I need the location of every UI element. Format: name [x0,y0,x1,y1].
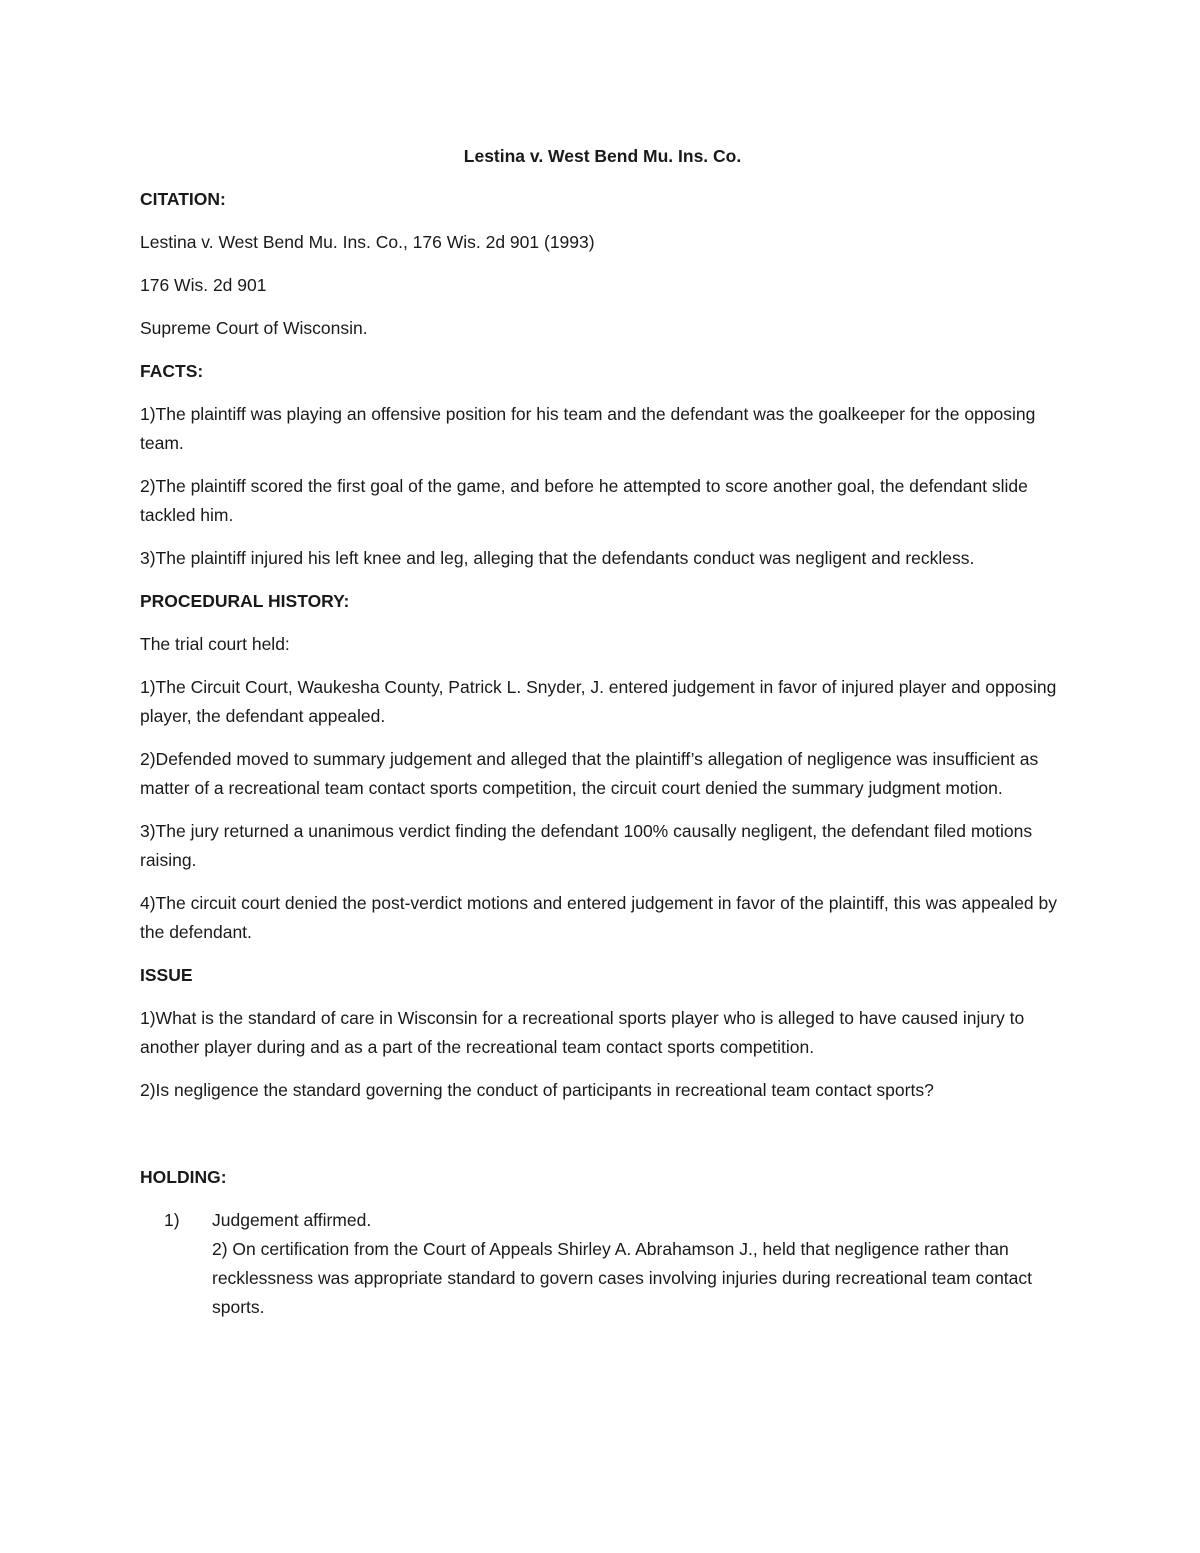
facts-item: 2)The plaintiff scored the first goal of the game, and before he attempted to score another goal, the defendant slide tackled him. [140,476,1028,525]
issue-item: 1)What is the standard of care in Wisconsin for a recreational sports player who is alleged to have caused injury to another player during and as a part of the recreational team contact sports competition. [140,1008,1025,1057]
procedural-history-intro: The trial court held: [140,634,290,654]
facts-item: 1)The plaintiff was playing an offensive position for his team and the defendant was the goalkeeper for the opposing team. [140,404,1036,453]
facts-item: 3)The plaintiff injured his left knee and leg, alleging that the defendants conduct was negligent and reckless. [140,548,975,568]
document-body [140,142,1065,1322]
holding-heading: HOLDING: [140,1167,227,1187]
holding-item-detail: 2) On certification from the Court of Appeals Shirley A. Abrahamson J., held that negligence rather than recklessness was appropriate standard to govern cases involving injuries during recreational team contact sports. [212,1239,1033,1317]
procedural-history-item: 2)Defended moved to summary judgement and alleged that the plaintiff’s allegation of negligence was insufficient as matter of a recreational team contact sports competition, the circuit court denied the summary judgment motion. [140,749,1039,798]
document-title: Lestina v. West Bend Mu. Ins. Co. [463,146,742,166]
holding-item-text: Judgement affirmed. [212,1210,372,1230]
citation-line: Supreme Court of Wisconsin. [140,318,368,338]
holding-item-number: 1) [164,1210,180,1230]
issue-heading: ISSUE [140,965,193,985]
procedural-history-item: 1)The Circuit Court, Waukesha County, Patrick L. Snyder, J. entered judgement in favor of injured player and opposing player, the defendant appealed. [140,677,1057,726]
issue-item: 2)Is negligence the standard governing the conduct of participants in recreational team contact sports? [140,1080,934,1100]
spacer [140,1119,1065,1163]
holding-item [140,1206,1065,1235]
citation-line: 176 Wis. 2d 901 [140,275,267,295]
holding-list [140,1206,1065,1322]
procedural-history-heading: PROCEDURAL HISTORY: [140,591,350,611]
facts-heading: FACTS: [140,361,204,381]
procedural-history-item: 4)The circuit court denied the post-verdict motions and entered judgement in favor of the plaintiff, this was appealed by the defendant. [140,893,1058,942]
citation-heading: CITATION: [140,189,226,209]
procedural-history-item: 3)The jury returned a unanimous verdict finding the defendant 100% causally negligent, the defendant filed motions raising. [140,821,1033,870]
citation-line: Lestina v. West Bend Mu. Ins. Co., 176 Wis. 2d 901 (1993) [140,232,595,252]
